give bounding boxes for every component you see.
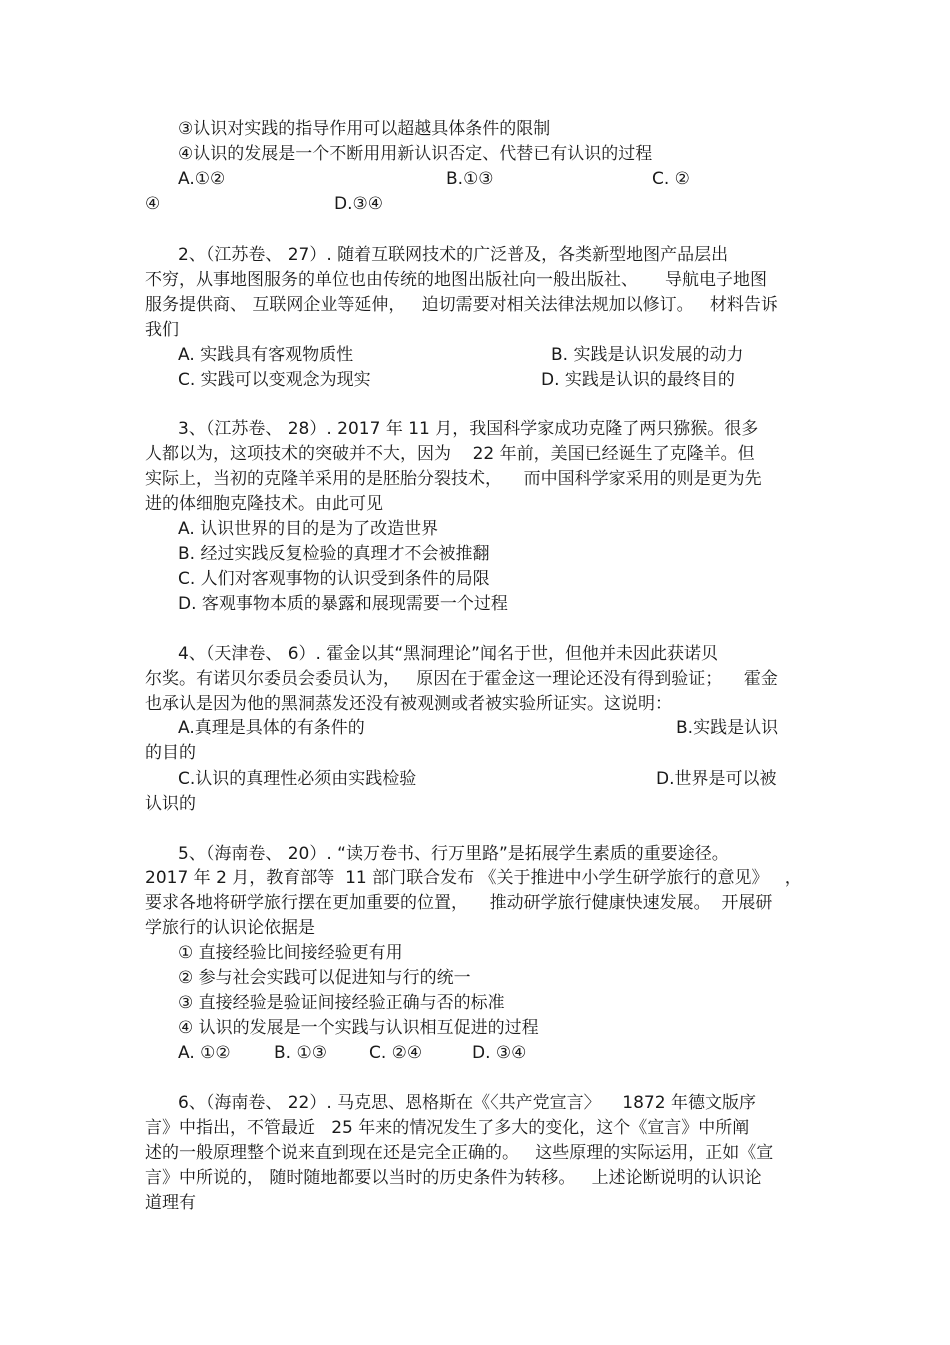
question-4-option-b: B.实践是认识 — [676, 718, 779, 738]
question-3-line-3: 实际上，当初的克隆羊采用的是胚胎分裂技术， 而中国科学家采用的则是更为先 — [145, 469, 762, 489]
option-c-continued: ④ — [145, 194, 161, 214]
question-2-option-d: D. 实践是认识的最终目的 — [541, 370, 735, 390]
statement-4: ④认识的发展是一个不断用用新认识否定、代替已有认识的过程 — [178, 144, 653, 164]
question-4-line-2: 尔奖。有诺贝尔委员会委员认为， 原因在于霍金这一理论还没有得到验证； 霍金 — [145, 669, 778, 689]
question-3-option-d: D. 客观事物本质的暴露和展现需要一个过程 — [178, 594, 508, 614]
question-2-option-a: A. 实践具有客观物质性 — [178, 345, 354, 365]
question-6-line-2: 言》中指出，不管最近 25 年来的情况发生了多大的变化，这个《宣言》中所阐 — [145, 1118, 750, 1138]
question-2-line-1: 2、（江苏卷、 27）. 随着互联网技术的广泛普及，各类新型地图产品层出 — [178, 245, 729, 265]
question-4-line-1: 4、（天津卷、 6）. 霍金以其“黑洞理论”闻名于世，但他并未因此获诺贝 — [178, 644, 718, 664]
question-5-statement-3: ③ 直接经验是验证间接经验正确与否的标准 — [178, 993, 505, 1013]
question-6-line-1: 6、（海南卷、 22）. 马克思、恩格斯在《〈共产党宣言〉 1872 年德文版序 — [178, 1093, 756, 1113]
question-4-option-b-continued: 的目的 — [145, 743, 196, 763]
question-3-option-a: A. 认识世界的目的是为了改造世界 — [178, 519, 439, 539]
option-b: B.①③ — [446, 169, 494, 189]
question-5-statement-1: ① 直接经验比间接经验更有用 — [178, 943, 403, 963]
question-6-line-3: 述的一般原理整个说来直到现在还是完全正确的。 这些原理的实际运用，正如《宣 — [145, 1143, 774, 1163]
question-2-line-3: 服务提供商、 互联网企业等延伸， 迫切需要对相关法律法规加以修订。 材料告诉 — [145, 295, 778, 315]
question-5-option-b: B. ①③ — [274, 1043, 327, 1063]
question-2-option-c: C. 实践可以变观念为现实 — [178, 370, 371, 390]
option-a: A.①② — [178, 169, 226, 189]
question-4-option-c: C.认识的真理性必须由实践检验 — [178, 769, 417, 789]
question-5-line-2: 2017 年 2 月，教育部等 11 部门联合发布 《关于推进中小学生研学旅行的意见》 ， — [145, 868, 802, 888]
question-6-line-4: 言》中所说的， 随时随地都要以当时的历史条件为转移。 上述论断说明的认识论 — [145, 1168, 762, 1188]
question-3-line-2: 人都以为，这项技术的突破并不大，因为 22 年前，美国已经诞生了克隆羊。但 — [145, 444, 755, 464]
question-5-line-4: 学旅行的认识论依据是 — [145, 918, 315, 938]
option-c: C. ② — [652, 169, 690, 189]
question-4-option-a: A.真理是具体的有条件的 — [178, 718, 365, 738]
question-3-line-1: 3、（江苏卷、 28）. 2017 年 11 月，我国科学家成功克隆了两只猕猴。很多 — [178, 419, 759, 439]
question-6-line-5: 道理有 — [145, 1193, 196, 1213]
question-5-statement-4: ④ 认识的发展是一个实践与认识相互促进的过程 — [178, 1018, 539, 1038]
question-3-line-4: 进的体细胞克隆技术。由此可见 — [145, 494, 383, 514]
question-2-option-b: B. 实践是认识发展的动力 — [551, 345, 744, 365]
question-5-statement-2: ② 参与社会实践可以促进知与行的统一 — [178, 968, 471, 988]
question-5-line-3: 要求各地将研学旅行摆在更加重要的位置， 推动研学旅行健康快速发展。 开展研 — [145, 893, 773, 913]
question-5-option-c: C. ②④ — [369, 1043, 423, 1063]
question-4-line-3: 也承认是因为他的黑洞蒸发还没有被观测或者被实验所证实。这说明： — [145, 694, 672, 714]
question-4-option-d-continued: 认识的 — [145, 794, 196, 814]
question-5-option-d: D. ③④ — [472, 1043, 527, 1063]
question-2-line-2: 不穷，从事地图服务的单位也由传统的地图出版社向一般出版社、 导航电子地图 — [145, 270, 768, 290]
question-5-line-1: 5、（海南卷、 20）. “读万卷书、行万里路”是拓展学生素质的重要途径。 — [178, 844, 729, 864]
question-3-option-b: B. 经过实践反复检验的真理才不会被推翻 — [178, 544, 490, 564]
question-2-line-4: 我们 — [145, 320, 179, 340]
option-d: D.③④ — [334, 194, 383, 214]
question-3-option-c: C. 人们对客观事物的认识受到条件的局限 — [178, 569, 490, 589]
question-5-option-a: A. ①② — [178, 1043, 231, 1063]
statement-3: ③认识对实践的指导作用可以超越具体条件的限制 — [178, 119, 551, 139]
question-4-option-d: D.世界是可以被 — [656, 769, 777, 789]
